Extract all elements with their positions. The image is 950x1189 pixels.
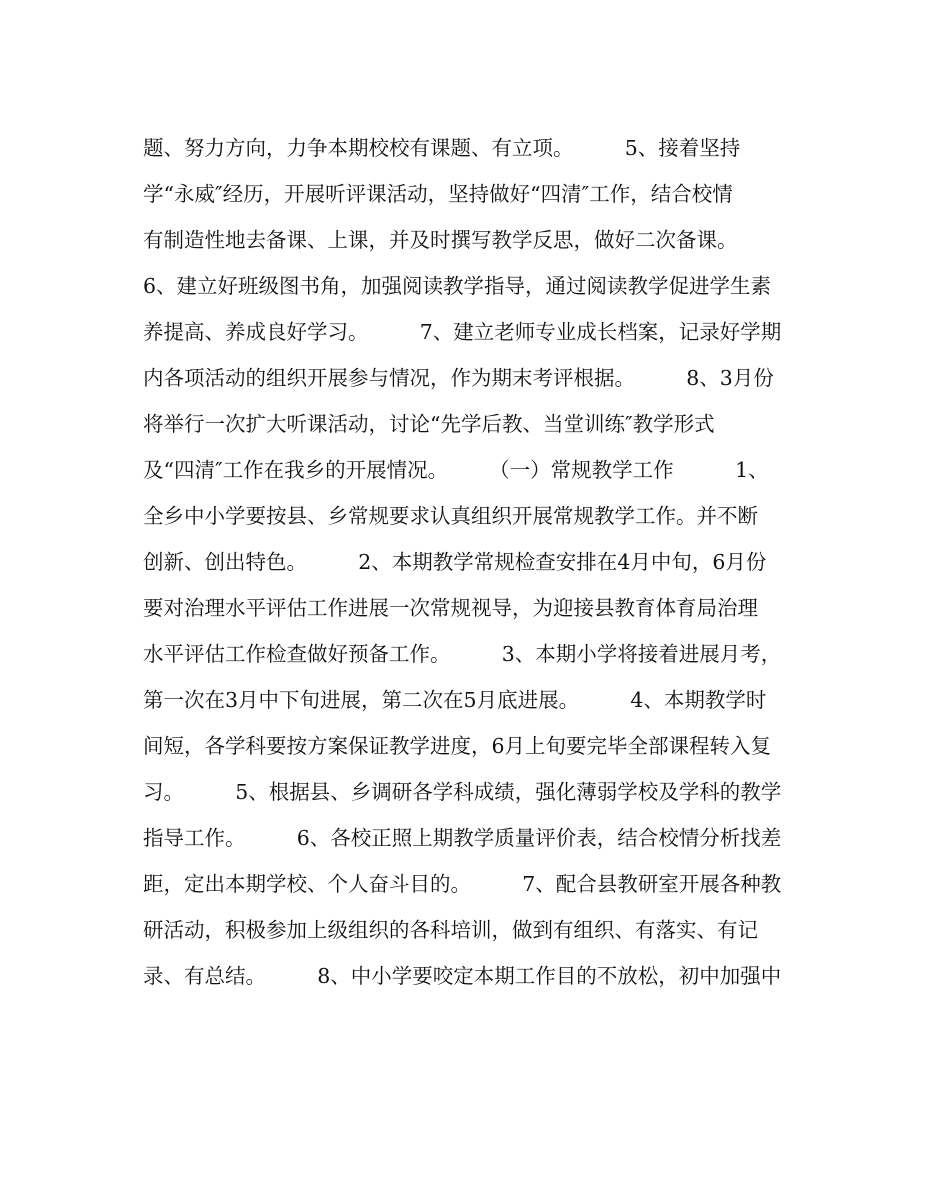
text-line: 水平评估工作检查做好预备工作。 3、本期小学将接着进展月考，: [143, 642, 782, 666]
text-line: 研活动，积极参加上级组织的各科培训，做到有组织、有落实、有记: [143, 918, 758, 942]
text-line: 学“永威″经历，开展听评课活动，坚持做好“四清″工作，结合校情: [143, 182, 733, 206]
text-line: 内各项活动的组织开展参与情况，作为期末考评根据。 8、3月份: [143, 366, 774, 390]
text-line: 创新、创出特色。 2、本期教学常规检查安排在4月中旬，6月份: [143, 550, 767, 574]
text-line: 题、努力方向，力争本期校校有课题、有立项。 5、接着坚持: [143, 136, 741, 160]
text-line: 习。 5、根据县、乡调研各学科成绩，强化薄弱学校及学科的教学: [143, 780, 782, 804]
text-line: 第一次在3月中下旬进展，第二次在5月底进展。 4、本期教学时: [143, 688, 767, 712]
text-line: 将举行一次扩大听课活动，讨论“先学后教、当堂训练″教学形式: [143, 412, 715, 436]
body-text: [143, 125, 823, 999]
text-line: 6、建立好班级图书角，加强阅读教学指导，通过阅读教学促进学生素: [143, 274, 772, 298]
text-line: 及“四清″工作在我乡的开展情况。 （一）常规教学工作 1、: [143, 458, 769, 482]
text-line: 距，定出本期学校、个人奋斗目的。 7、配合县教研室开展各种教: [143, 872, 782, 896]
text-line: 养提高、养成良好学习。 7、建立老师专业成长档案，记录好学期: [143, 320, 782, 344]
text-line: 有制造性地去备课、上课，并及时撰写教学反思，做好二次备课。: [143, 228, 738, 252]
text-line: 指导工作。 6、各校正照上期教学质量评价表，结合校情分析找差: [143, 826, 782, 850]
text-line: 全乡中小学要按县、乡常规要求认真组织开展常规教学工作。并不断: [143, 504, 758, 528]
text-line: 要对治理水平评估工作进展一次常规视导，为迎接县教育体育局治理: [143, 596, 758, 620]
text-line: 录、有总结。 8、中小学要咬定本期工作目的不放松，初中加强中: [143, 964, 782, 988]
text-line: 间短，各学科要按方案保证教学进度，6月上旬要完毕全部课程转入复: [143, 734, 772, 758]
